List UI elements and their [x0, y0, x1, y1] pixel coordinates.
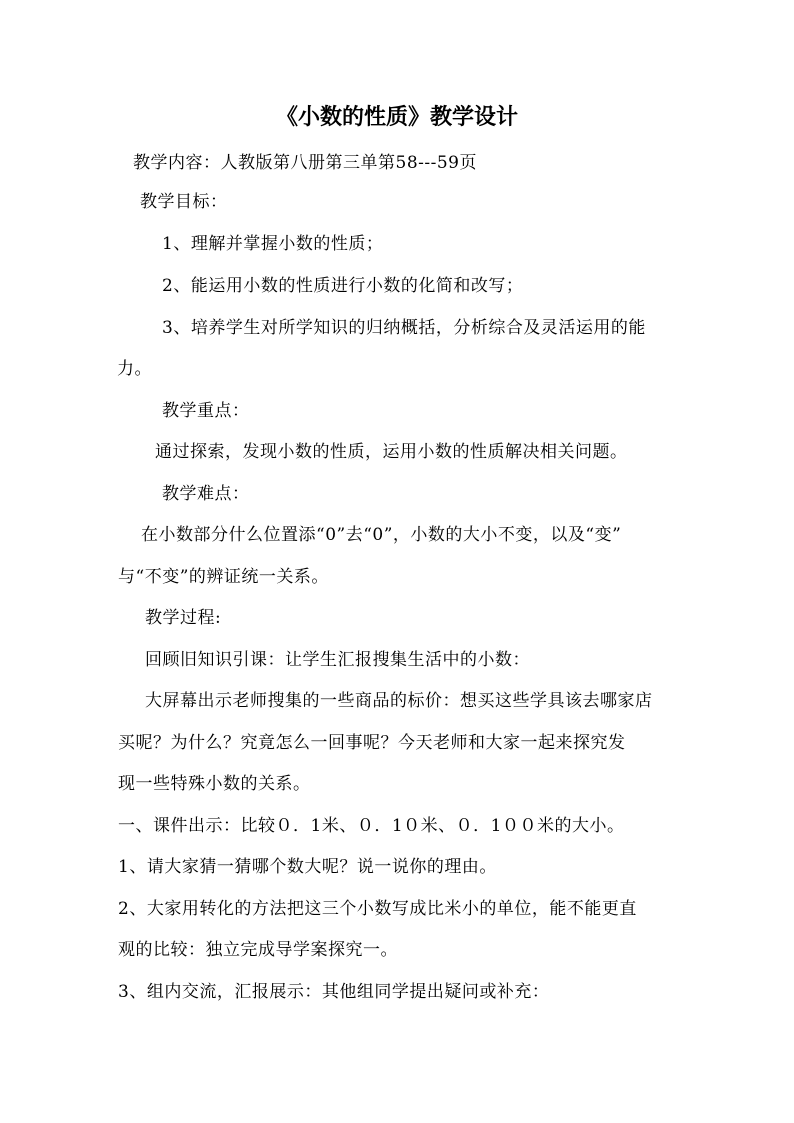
objective-1: 1、理解并掌握小数的性质；	[162, 234, 384, 254]
key-point-heading: 教学重点：	[162, 401, 250, 421]
difficulty-line-1: 在小数部分什么位置添“0”去“0”，小数的大小不变，以及“变”	[141, 525, 622, 545]
step-2-line-2: 观的比较：独立完成导学案探究一。	[118, 940, 398, 960]
step-3: 3、组内交流，汇报展示：其他组同学提出疑问或补充：	[118, 982, 550, 1002]
objective-3-line-1: 3、培养学生对所学知识的归纳概括，分析综合及灵活运用的能	[162, 318, 646, 338]
screen-line-3: 现一些特殊小数的关系。	[118, 774, 311, 794]
screen-line-1: 大屏幕出示老师搜集的一些商品的标价：想买这些学具该去哪家店	[145, 691, 653, 711]
process-heading: 教学过程:	[145, 608, 222, 628]
objective-2: 2、能运用小数的性质进行小数的化简和改写；	[162, 276, 524, 296]
step-1: 1、请大家猜一猜哪个数大呢？说一说你的理由。	[118, 857, 497, 877]
screen-line-2: 买呢？为什么？究竟怎么一回事呢？今天老师和大家一起来探究发	[118, 733, 626, 753]
key-point-text: 通过探索，发现小数的性质，运用小数的性质解决相关问题。	[155, 442, 628, 462]
step-2-line-1: 2、大家用转化的方法把这三个小数写成比米小的单位，能不能更直	[118, 899, 637, 919]
content-line: 教学内容：人教版第八册第三单第58---59页	[133, 153, 477, 173]
difficulty-line-2: 与“不变”的辨证统一关系。	[118, 567, 329, 587]
review-line: 回顾旧知识引课：让学生汇报搜集生活中的小数：	[145, 650, 530, 670]
objective-3-line-2: 力。	[117, 359, 152, 379]
section-1: 一、课件出示：比较０．1米、０．1０米、０．1００米的大小。	[118, 816, 625, 836]
difficulty-heading: 教学难点：	[162, 484, 250, 504]
objectives-heading: 教学目标：	[140, 192, 228, 212]
document-title: 《小数的性质》教学设计	[275, 104, 518, 130]
